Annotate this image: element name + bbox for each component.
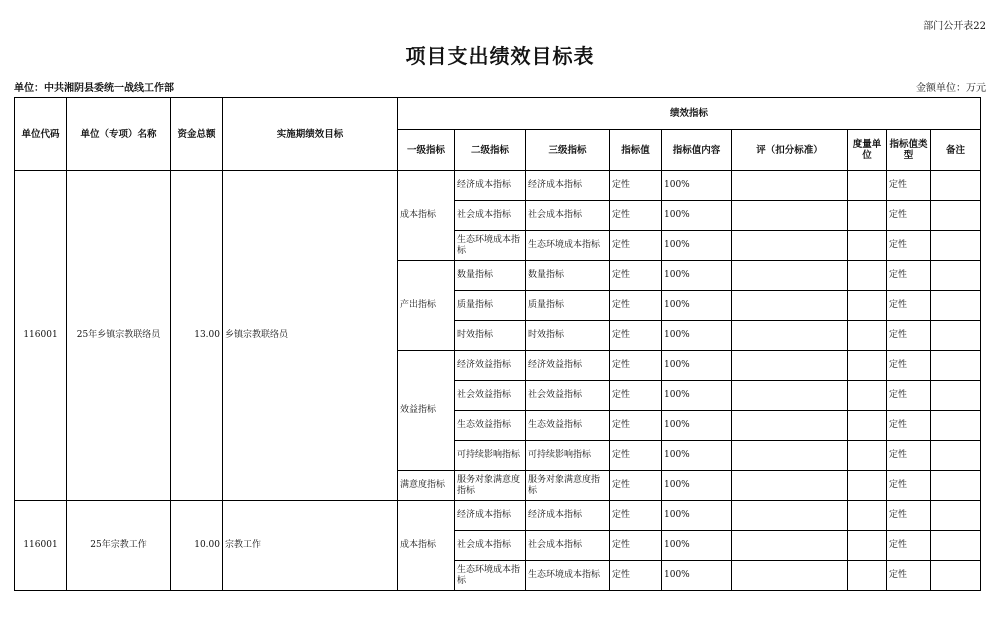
scoring-standard: [732, 501, 848, 531]
indicator-value-content: 100%: [662, 561, 732, 591]
remarks: [931, 231, 981, 261]
scoring-standard: [732, 231, 848, 261]
indicator-value: 定性: [610, 321, 662, 351]
level3-indicator: 生态环境成本指标: [526, 231, 610, 261]
header-measure-unit: 度量单位: [848, 130, 887, 171]
level3-indicator: 生态环境成本指标: [526, 561, 610, 591]
indicator-value-type: 定性: [887, 171, 931, 201]
project-amount: 13.00: [171, 171, 223, 501]
indicator-value-content: 100%: [662, 381, 732, 411]
indicator-value: 定性: [610, 381, 662, 411]
level3-indicator: 社会成本指标: [526, 201, 610, 231]
level2-indicator: 经济效益指标: [455, 351, 526, 381]
table-row: [15, 501, 981, 531]
table-row: [15, 171, 981, 201]
indicator-value: 定性: [610, 441, 662, 471]
remarks: [931, 171, 981, 201]
remarks: [931, 201, 981, 231]
header-unit-project-name: 单位（专项）名称: [67, 98, 171, 171]
level3-indicator: 服务对象满意度指标: [526, 471, 610, 501]
level2-indicator: 可持续影响指标: [455, 441, 526, 471]
header-value-type: 指标值类型: [887, 130, 931, 171]
header-level3: 三级指标: [526, 130, 610, 171]
table-number-label: 部门公开表22: [923, 21, 986, 32]
scoring-standard: [732, 471, 848, 501]
measure-unit: [848, 561, 887, 591]
indicator-value-content: 100%: [662, 171, 732, 201]
level2-indicator: 时效指标: [455, 321, 526, 351]
level3-indicator: 社会效益指标: [526, 381, 610, 411]
scoring-standard: [732, 531, 848, 561]
level2-indicator: 经济成本指标: [455, 501, 526, 531]
header-total-funds: 资金总额: [171, 98, 223, 171]
indicator-value: 定性: [610, 351, 662, 381]
measure-unit: [848, 201, 887, 231]
indicator-value-type: 定性: [887, 231, 931, 261]
level3-indicator: 时效指标: [526, 321, 610, 351]
measure-unit: [848, 231, 887, 261]
indicator-value: 定性: [610, 261, 662, 291]
indicator-value: 定性: [610, 561, 662, 591]
scoring-standard: [732, 201, 848, 231]
header-remarks: 备注: [931, 130, 981, 171]
measure-unit: [848, 531, 887, 561]
scoring-standard: [732, 561, 848, 591]
level2-indicator: 社会效益指标: [455, 381, 526, 411]
project-unit-code: 116001: [15, 171, 67, 501]
level1-indicator: 产出指标: [398, 261, 455, 351]
indicator-value: 定性: [610, 471, 662, 501]
indicator-value-content: 100%: [662, 351, 732, 381]
remarks: [931, 321, 981, 351]
remarks: [931, 531, 981, 561]
scoring-standard: [732, 411, 848, 441]
level3-indicator: 可持续影响指标: [526, 441, 610, 471]
measure-unit: [848, 471, 887, 501]
project-goal: 宗教工作: [223, 501, 398, 591]
scoring-standard: [732, 321, 848, 351]
remarks: [931, 411, 981, 441]
measure-unit: [848, 171, 887, 201]
measure-unit: [848, 291, 887, 321]
level2-indicator: 数量指标: [455, 261, 526, 291]
level3-indicator: 社会成本指标: [526, 531, 610, 561]
performance-table: [14, 97, 981, 591]
measure-unit: [848, 351, 887, 381]
indicator-value-content: 100%: [662, 531, 732, 561]
indicator-value-content: 100%: [662, 231, 732, 261]
level2-indicator: 服务对象满意度指标: [455, 471, 526, 501]
level2-indicator: 社会成本指标: [455, 201, 526, 231]
level1-indicator: 满意度指标: [398, 471, 455, 501]
measure-unit: [848, 411, 887, 441]
header-goal: 实施期绩效目标: [223, 98, 398, 171]
indicator-value-type: 定性: [887, 201, 931, 231]
indicator-value-content: 100%: [662, 501, 732, 531]
indicator-value: 定性: [610, 231, 662, 261]
project-amount: 10.00: [171, 501, 223, 591]
scoring-standard: [732, 381, 848, 411]
header-unit-code: 单位代码: [15, 98, 67, 171]
indicator-value-type: 定性: [887, 291, 931, 321]
level3-indicator: 经济效益指标: [526, 351, 610, 381]
project-name: 25年乡镇宗教联络员: [67, 171, 171, 501]
scoring-standard: [732, 171, 848, 201]
indicator-value-type: 定性: [887, 351, 931, 381]
indicator-value: 定性: [610, 411, 662, 441]
header-level1: 一级指标: [398, 130, 455, 171]
indicator-value-type: 定性: [887, 501, 931, 531]
remarks: [931, 261, 981, 291]
remarks: [931, 381, 981, 411]
scoring-standard: [732, 351, 848, 381]
level2-indicator: 社会成本指标: [455, 531, 526, 561]
indicator-value-type: 定性: [887, 261, 931, 291]
scoring-standard: [732, 291, 848, 321]
remarks: [931, 471, 981, 501]
remarks: [931, 501, 981, 531]
indicator-value-type: 定性: [887, 381, 931, 411]
remarks: [931, 441, 981, 471]
indicator-value-content: 100%: [662, 321, 732, 351]
level1-indicator: 效益指标: [398, 351, 455, 471]
indicator-value-type: 定性: [887, 471, 931, 501]
remarks: [931, 351, 981, 381]
level3-indicator: 数量指标: [526, 261, 610, 291]
amount-unit-label: 金额单位：万元: [916, 83, 986, 94]
level2-indicator: 生态效益指标: [455, 411, 526, 441]
project-unit-code: 116001: [15, 501, 67, 591]
indicator-value: 定性: [610, 201, 662, 231]
level2-indicator: 生态环境成本指标: [455, 231, 526, 261]
measure-unit: [848, 441, 887, 471]
indicator-value-type: 定性: [887, 411, 931, 441]
level2-indicator: 生态环境成本指标: [455, 561, 526, 591]
measure-unit: [848, 501, 887, 531]
header-performance: 绩效指标: [398, 98, 981, 130]
level1-indicator: 成本指标: [398, 501, 455, 591]
level3-indicator: 生态效益指标: [526, 411, 610, 441]
indicator-value-content: 100%: [662, 471, 732, 501]
level1-indicator: 成本指标: [398, 171, 455, 261]
indicator-value-type: 定性: [887, 531, 931, 561]
project-goal: 乡镇宗教联络员: [223, 171, 398, 501]
unit-label: 单位：中共湘阴县委统一战线工作部: [14, 83, 174, 94]
indicator-value: 定性: [610, 531, 662, 561]
level3-indicator: 经济成本指标: [526, 171, 610, 201]
header-level2: 二级指标: [455, 130, 526, 171]
indicator-value-content: 100%: [662, 441, 732, 471]
header-value-content: 指标值内容: [662, 130, 732, 171]
scoring-standard: [732, 441, 848, 471]
level2-indicator: 经济成本指标: [455, 171, 526, 201]
indicator-value-content: 100%: [662, 411, 732, 441]
project-name: 25年宗教工作: [67, 501, 171, 591]
page-title: 项目支出绩效目标表: [405, 44, 595, 68]
indicator-value-type: 定性: [887, 441, 931, 471]
indicator-value-type: 定性: [887, 321, 931, 351]
level3-indicator: 经济成本指标: [526, 501, 610, 531]
indicator-value: 定性: [610, 501, 662, 531]
level2-indicator: 质量指标: [455, 291, 526, 321]
header-scoring: 评（扣分标准）: [732, 130, 848, 171]
level3-indicator: 质量指标: [526, 291, 610, 321]
indicator-value-content: 100%: [662, 261, 732, 291]
remarks: [931, 561, 981, 591]
remarks: [931, 291, 981, 321]
indicator-value-type: 定性: [887, 561, 931, 591]
measure-unit: [848, 321, 887, 351]
indicator-value: 定性: [610, 171, 662, 201]
indicator-value-content: 100%: [662, 291, 732, 321]
indicator-value-content: 100%: [662, 201, 732, 231]
header-indicator-value: 指标值: [610, 130, 662, 171]
scoring-standard: [732, 261, 848, 291]
indicator-value: 定性: [610, 291, 662, 321]
measure-unit: [848, 381, 887, 411]
measure-unit: [848, 261, 887, 291]
